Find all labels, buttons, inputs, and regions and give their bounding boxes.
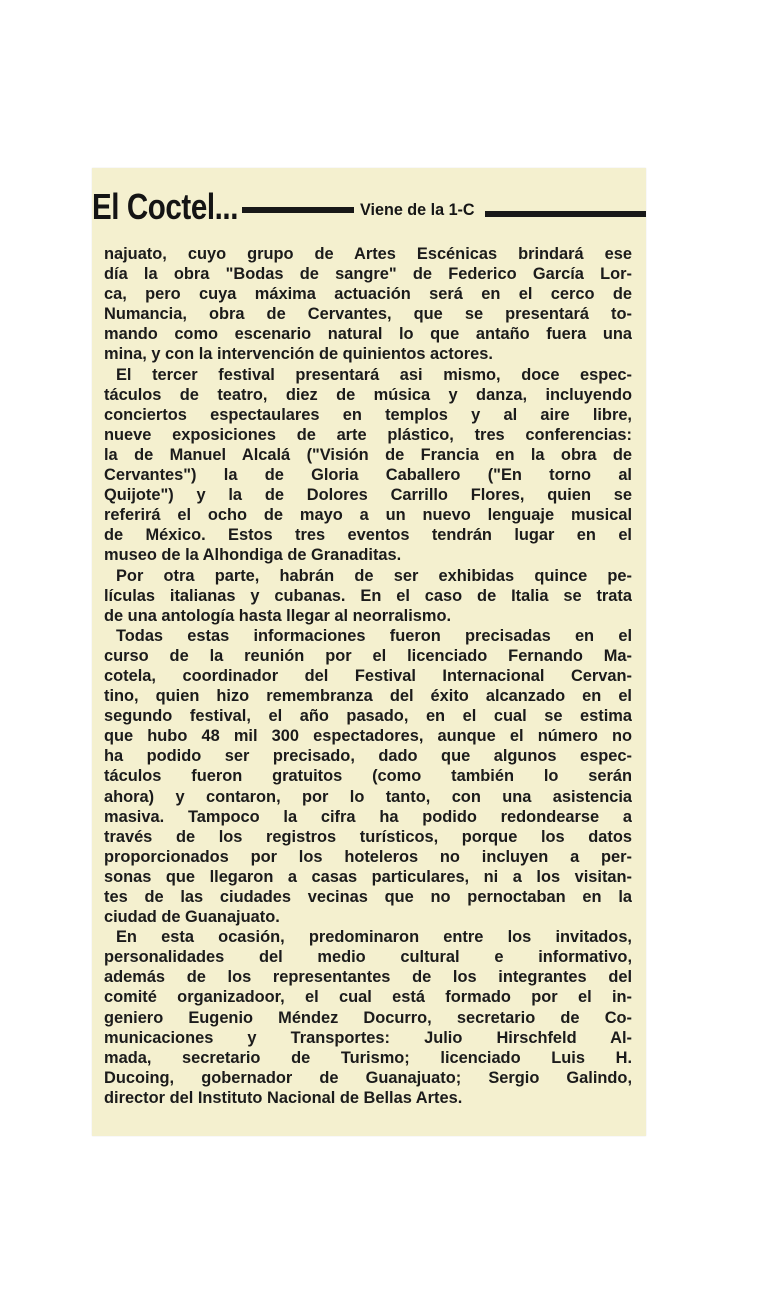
article-line: Quijote") y la de Dolores Carrillo Flores, quien se [104,486,632,505]
article-line: museo de la Alhondiga de Granaditas. [104,546,402,565]
article-line: sonas que llegaron a casas particulares, ni a los visitan- [104,867,632,886]
article-line: táculos de teatro, diez de música y danza, incluyendo [104,385,632,404]
article-line: mada, secretario de Turismo; licenciado Luis H. [104,1048,632,1067]
header-rule-left [242,207,354,213]
article-line: lículas italianas y cubanas. En el caso de Italia se trata [104,586,632,605]
article-line: ca, pero cuya máxima actuación será en el cerco de [104,285,632,304]
article-line: cotela, coordinador del Festival Internacional Cervan- [104,666,632,685]
article-line: que hubo 48 mil 300 espectadores, aunque el número no [104,727,632,746]
article-line: de una antología hasta llegar al neorralismo. [104,606,452,625]
article-line: comité organizadoor, el cual está formado por el in- [104,988,632,1007]
article-line: masiva. Tampoco la cifra ha podido redondearse a [104,807,632,826]
article-title: El Coctel... [92,186,238,227]
article-line: municaciones y Transportes: Julio Hirschfeld Al- [104,1028,632,1047]
article-line: proporcionados por los hoteleros no incluyen a per- [104,847,632,866]
article-line: Ducoing, gobernador de Guanajuato; Sergio Galindo, [104,1068,632,1087]
article-line: tes de las ciudades vecinas que no pernoctaban en la [104,888,632,906]
article-line: segundo festival, el año pasado, en el cual se estima [104,707,632,726]
article-line: nueve exposiciones de arte plástico, tres conferencias: [104,425,632,444]
article-line: la de Manuel Alcalá ("Visión de Francia en la obra de [104,445,632,464]
article-line: ciudad de Guanajuato. [104,908,280,927]
article-line: ha podido ser precisado, dado que algunos espec- [104,747,632,766]
article-line: través de los registros turísticos, porque los datos [104,827,632,846]
article-line: curso de la reunión por el licenciado Fernando Ma- [104,646,632,665]
article-line: director del Instituto Nacional de Bellas Artes. [104,1088,463,1107]
continuation-reference: Viene de la 1-C [360,200,475,219]
article-line: personalidades del medio cultural e informativo, [104,948,632,967]
article-line: Todas estas informaciones fueron precisadas en el [116,626,632,645]
article-line: En esta ocasión, predominaron entre los invitados, [116,928,632,947]
article-line: Cervantes") la de Gloria Caballero ("En torno al [104,466,632,485]
article-line: mando como escenario natural lo que antaño fuera una [104,325,632,344]
article-body [104,244,632,1108]
article-line: mina, y con la intervención de quinientos actores. [104,345,493,364]
article-line: El tercer festival presentará asi mismo, doce espec- [116,365,632,384]
article-line: además de los representantes de los integrantes del [104,968,632,987]
article-line: referirá el ocho de mayo a un nuevo lenguaje musical [104,506,632,525]
article-line: ahora) y contaron, por lo tanto, con una asistencia [104,787,632,806]
article-line: geniero Eugenio Méndez Docurro, secretario de Co- [104,1008,632,1027]
newspaper-clipping [92,168,646,1136]
article-line: Por otra parte, habrán de ser exhibidas quince pe- [116,566,632,585]
article-line: día la obra "Bodas de sangre" de Federico García Lor- [104,265,632,284]
article-line: de México. Estos tres eventos tendrán lugar en el [104,526,632,545]
article-line: táculos fueron gratuitos (como también lo serán [104,767,632,786]
article-line: Numancia, obra de Cervantes, que se presentará to- [104,305,632,324]
article-line: tino, quien hizo remembranza del éxito alcanzado en el [104,687,632,706]
article-header [92,182,646,232]
header-rule-right [485,211,646,217]
article-line: najuato, cuyo grupo de Artes Escénicas brindará ese [104,245,632,263]
article-line: conciertos espectaulares en templos y al aire libre, [104,405,632,424]
